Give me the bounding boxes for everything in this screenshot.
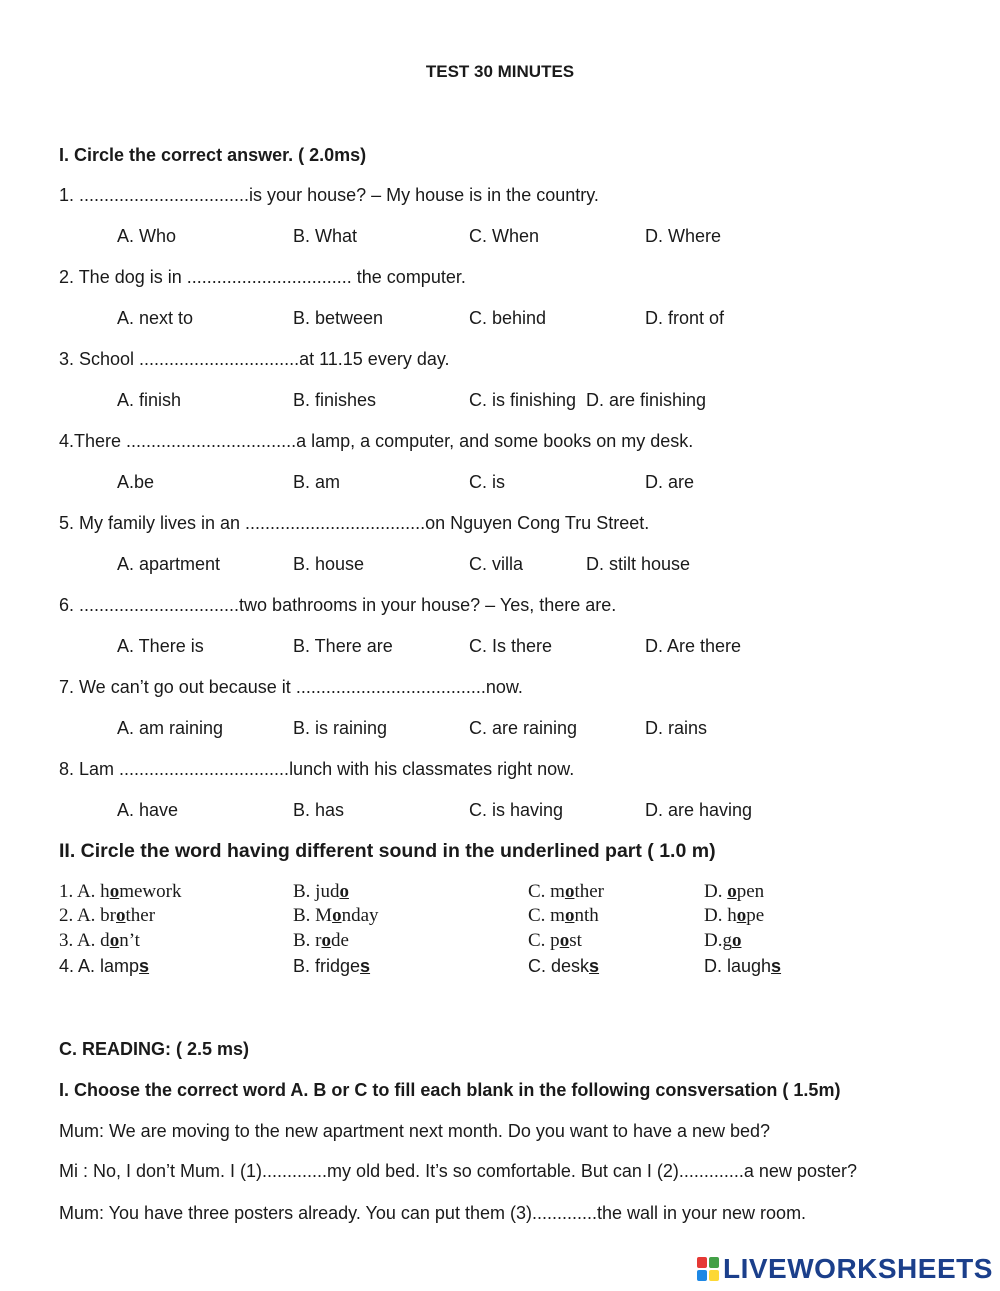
word-part: ther <box>125 905 156 926</box>
pronunciation-option[interactable] <box>528 955 599 977</box>
answer-option[interactable]: A. Who <box>117 226 177 246</box>
question-stem: 7. We can’t go out because it ......................................now. <box>59 677 523 697</box>
word-part: mework <box>119 881 182 902</box>
word-part: B. fridge <box>293 956 361 976</box>
answer-option[interactable]: C. is <box>469 472 505 492</box>
word-part: ther <box>574 881 604 902</box>
answer-option[interactable]: C. is having <box>469 800 564 820</box>
word-part: pe <box>746 905 765 926</box>
question-stem: 3. School ................................at 11.15 every day. <box>59 349 450 369</box>
answer-option[interactable]: B. What <box>293 226 358 246</box>
answer-option[interactable]: C. behind <box>469 308 547 328</box>
dialogue-line-2: Mi : No, I don’t Mum. I (1).............my old bed. It’s so comfortable. But can I (2).............a new poster? <box>59 1161 857 1181</box>
word-part: D. laugh <box>704 956 772 976</box>
answer-option[interactable]: B. is raining <box>293 718 388 738</box>
word-part: B. r <box>293 930 322 951</box>
word-part: C. m <box>528 905 565 926</box>
answer-option[interactable]: C. villa <box>469 554 524 574</box>
answer-option[interactable]: A. have <box>117 800 179 820</box>
dialogue-line-1: Mum: We are moving to the new apartment next month. Do you want to have a new bed? <box>59 1121 771 1141</box>
pronunciation-option[interactable] <box>293 905 379 927</box>
word-part: D.g <box>704 930 732 951</box>
answer-option[interactable]: C. is finishing <box>469 390 577 410</box>
answer-option[interactable]: A. am raining <box>117 718 224 738</box>
word-part: C. m <box>528 881 565 902</box>
dialogue-line-3: Mum: You have three posters already. You can put them (3).............the wall in your new room. <box>59 1203 807 1223</box>
liveworksheets-logo <box>697 1252 993 1286</box>
underlined-part: o <box>109 881 120 902</box>
answer-option[interactable]: A. finish <box>117 390 182 410</box>
underlined-part: s <box>771 956 782 976</box>
pronunciation-option[interactable] <box>704 905 764 927</box>
question-stem: 5. My family lives in an ....................................on Nguyen Cong Tru Street. <box>59 513 650 533</box>
pronunciation-option[interactable] <box>528 881 604 903</box>
word-part: 1. A. h <box>59 881 110 902</box>
answer-option[interactable]: A. next to <box>117 308 194 328</box>
pronunciation-option[interactable] <box>704 930 741 952</box>
answer-option[interactable]: B. has <box>293 800 345 820</box>
question-stem: 2. The dog is in ................................. the computer. <box>59 267 466 287</box>
word-part: 3. A. d <box>59 930 110 951</box>
word-part: pen <box>736 881 765 902</box>
underlined-part: o <box>339 881 349 902</box>
underlined-part: s <box>589 956 600 976</box>
underlined-part: o <box>109 930 120 951</box>
answer-option[interactable]: D. are having <box>645 800 753 820</box>
answer-option[interactable]: B. finishes <box>293 390 377 410</box>
question-stem: 6. ................................two bathrooms in your house? – Yes, there are. <box>59 595 617 615</box>
pronunciation-option[interactable] <box>59 955 149 977</box>
underlined-part: o <box>564 905 575 926</box>
underlined-part: o <box>564 881 575 902</box>
underlined-part: o <box>731 930 742 951</box>
underlined-part: o <box>736 905 747 926</box>
answer-option[interactable]: B. There are <box>293 636 393 656</box>
pronunciation-option[interactable] <box>704 955 781 977</box>
word-part: st <box>569 930 582 951</box>
pronunciation-option[interactable] <box>704 881 764 903</box>
answer-option[interactable]: C. When <box>469 226 540 246</box>
underlined-part: o <box>332 905 342 926</box>
underlined-part: s <box>139 956 150 976</box>
logo-mark-icon <box>697 1257 719 1281</box>
word-part: nday <box>341 905 379 926</box>
question-stem: 1. ..................................is your house? – My house is in the country. <box>59 185 599 205</box>
answer-option[interactable]: B. between <box>293 308 384 328</box>
answer-option[interactable]: B. house <box>293 554 365 574</box>
pronunciation-option[interactable] <box>293 930 349 952</box>
word-part: C. p <box>528 930 560 951</box>
answer-option[interactable]: D. are finishing <box>586 390 707 410</box>
answer-option[interactable]: A. apartment <box>117 554 221 574</box>
answer-option[interactable]: C. are raining <box>469 718 578 738</box>
sectionC-subheading: I. Choose the correct word A. B or C to fill each blank in the following consversation ( 1.5m) <box>59 1080 841 1100</box>
page-title: TEST 30 MINUTES <box>425 62 575 81</box>
word-part: D. h <box>704 905 737 926</box>
sectionC-heading: C. READING: ( 2.5 ms) <box>59 1039 250 1059</box>
section2-heading: II. Circle the word having different sound in the underlined part ( 1.0 m) <box>59 840 716 862</box>
underlined-part: s <box>360 956 371 976</box>
word-part: de <box>331 930 349 951</box>
answer-option[interactable]: A. There is <box>117 636 204 656</box>
answer-option[interactable]: B. am <box>293 472 341 492</box>
underlined-part: o <box>559 930 570 951</box>
answer-option[interactable]: D. Where <box>645 226 722 246</box>
pronunciation-option[interactable] <box>528 905 599 927</box>
answer-option[interactable]: D. are <box>645 472 695 492</box>
underlined-part: o <box>727 881 737 902</box>
question-stem: 8. Lam ..................................lunch with his classmates right now. <box>59 759 575 779</box>
word-part: nth <box>574 905 599 926</box>
underlined-part: o <box>321 930 331 951</box>
word-part: B. jud <box>293 881 340 902</box>
answer-option[interactable]: D. stilt house <box>586 554 691 574</box>
answer-option[interactable]: D. rains <box>645 718 708 738</box>
pronunciation-option[interactable] <box>59 881 181 903</box>
word-part: 4. A. lamp <box>59 956 140 976</box>
pronunciation-option[interactable] <box>528 930 582 952</box>
section1-heading: I. Circle the correct answer. ( 2.0ms) <box>59 145 367 165</box>
answer-option[interactable]: D. front of <box>645 308 725 328</box>
answer-option[interactable]: C. Is there <box>469 636 553 656</box>
word-part: B. M <box>293 905 333 926</box>
word-part: n’t <box>119 930 140 951</box>
word-part: C. desk <box>528 956 590 976</box>
underlined-part: o <box>116 905 126 926</box>
word-part: 2. A. br <box>59 905 116 926</box>
word-part: D. <box>704 881 728 902</box>
logo-text: LIVEWORKSHEETS <box>723 1253 993 1284</box>
answer-option[interactable]: D. Are there <box>645 636 742 656</box>
pronunciation-option[interactable] <box>293 881 349 903</box>
pronunciation-option[interactable] <box>59 905 155 927</box>
question-stem: 4.There ..................................a lamp, a computer, and some books on my desk. <box>59 431 694 451</box>
pronunciation-option[interactable] <box>293 955 370 977</box>
pronunciation-option[interactable] <box>59 930 140 952</box>
answer-option[interactable]: A.be <box>117 472 155 492</box>
